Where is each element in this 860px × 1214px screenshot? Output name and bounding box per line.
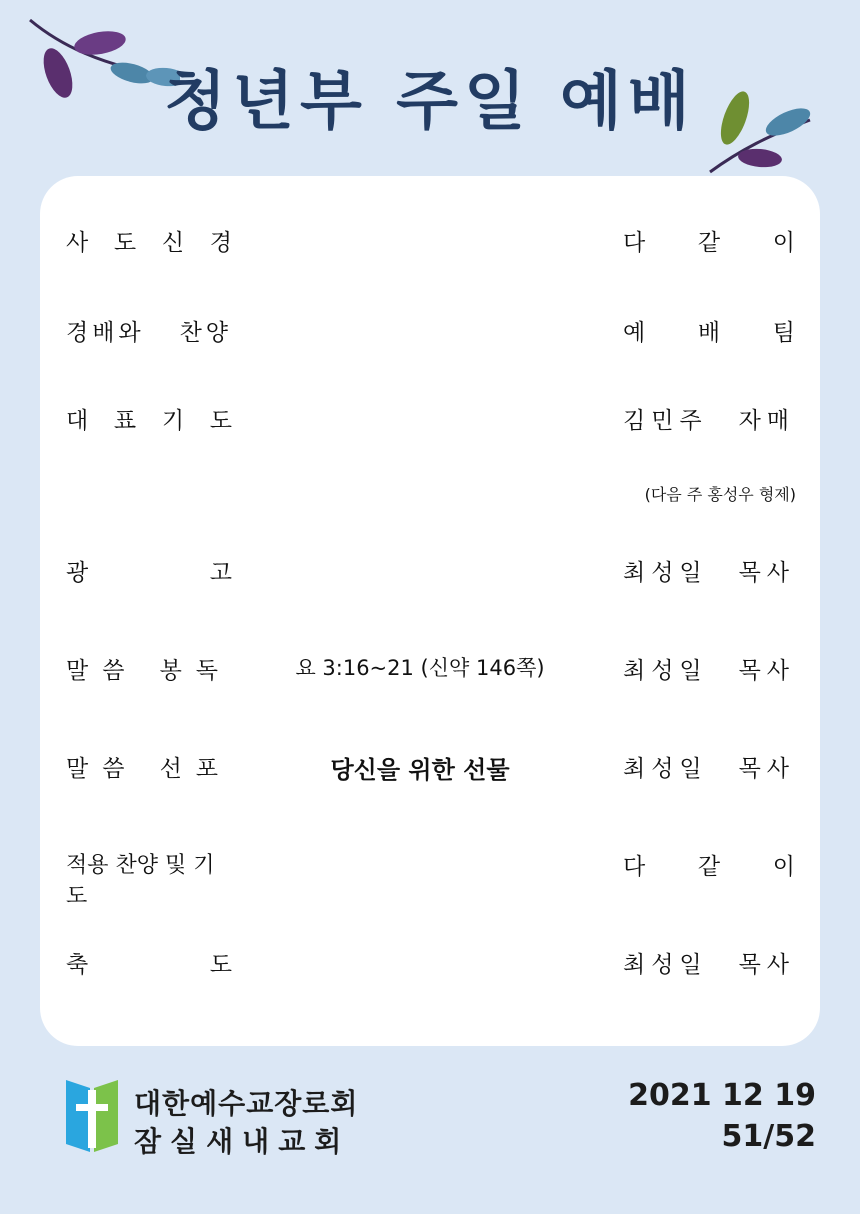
worship-row <box>40 402 820 442</box>
row-label: 대 표 기 도 <box>66 408 232 434</box>
row-leader: 최성일 목사 <box>623 756 795 782</box>
row-label: 사 도 신 경 <box>66 230 232 256</box>
worship-row <box>40 946 820 986</box>
denomination-name: 대한예수교장로회 <box>134 1087 359 1120</box>
row-label: 말씀 봉독 <box>66 658 232 684</box>
church-name: 잠실새내교회 <box>134 1125 351 1158</box>
worship-row <box>40 314 820 354</box>
next-week-note-row <box>40 482 820 522</box>
row-label: 광 고 <box>66 560 232 586</box>
row-leader: 다 같 이 <box>623 854 795 880</box>
issue-number: 51/52 <box>721 1119 816 1154</box>
service-date: 2021 12 19 <box>628 1078 816 1113</box>
page-title: 청년부 주일 예배 <box>164 65 696 139</box>
row-leader: 최성일 목사 <box>623 952 795 978</box>
row-leader: 예 배 팀 <box>623 320 795 346</box>
row-leader: 최성일 목사 <box>623 560 795 586</box>
worship-row <box>40 554 820 594</box>
scripture-reference: 요 3:16~21 (신약 146쪽) <box>295 656 545 680</box>
worship-row <box>40 750 820 790</box>
row-label: 경배와 찬양 <box>66 320 232 346</box>
row-label: 말씀 선포 <box>66 756 232 782</box>
cross-book-icon <box>66 1078 118 1154</box>
row-leader: 최성일 목사 <box>623 658 795 684</box>
worship-row <box>40 224 820 264</box>
row-label: 축 도 <box>66 952 232 978</box>
next-week-note: (다음 주 홍성우 형제) <box>644 485 796 504</box>
row-leader: 김민주 자매 <box>623 408 795 434</box>
row-leader: 다 같 이 <box>623 230 795 256</box>
worship-row <box>40 848 820 909</box>
order-of-worship-card <box>40 176 820 1046</box>
row-label: 적용 찬양 및 기도 <box>66 853 215 909</box>
sermon-title: 당신을 위한 선물 <box>330 756 510 784</box>
worship-row <box>40 652 820 692</box>
